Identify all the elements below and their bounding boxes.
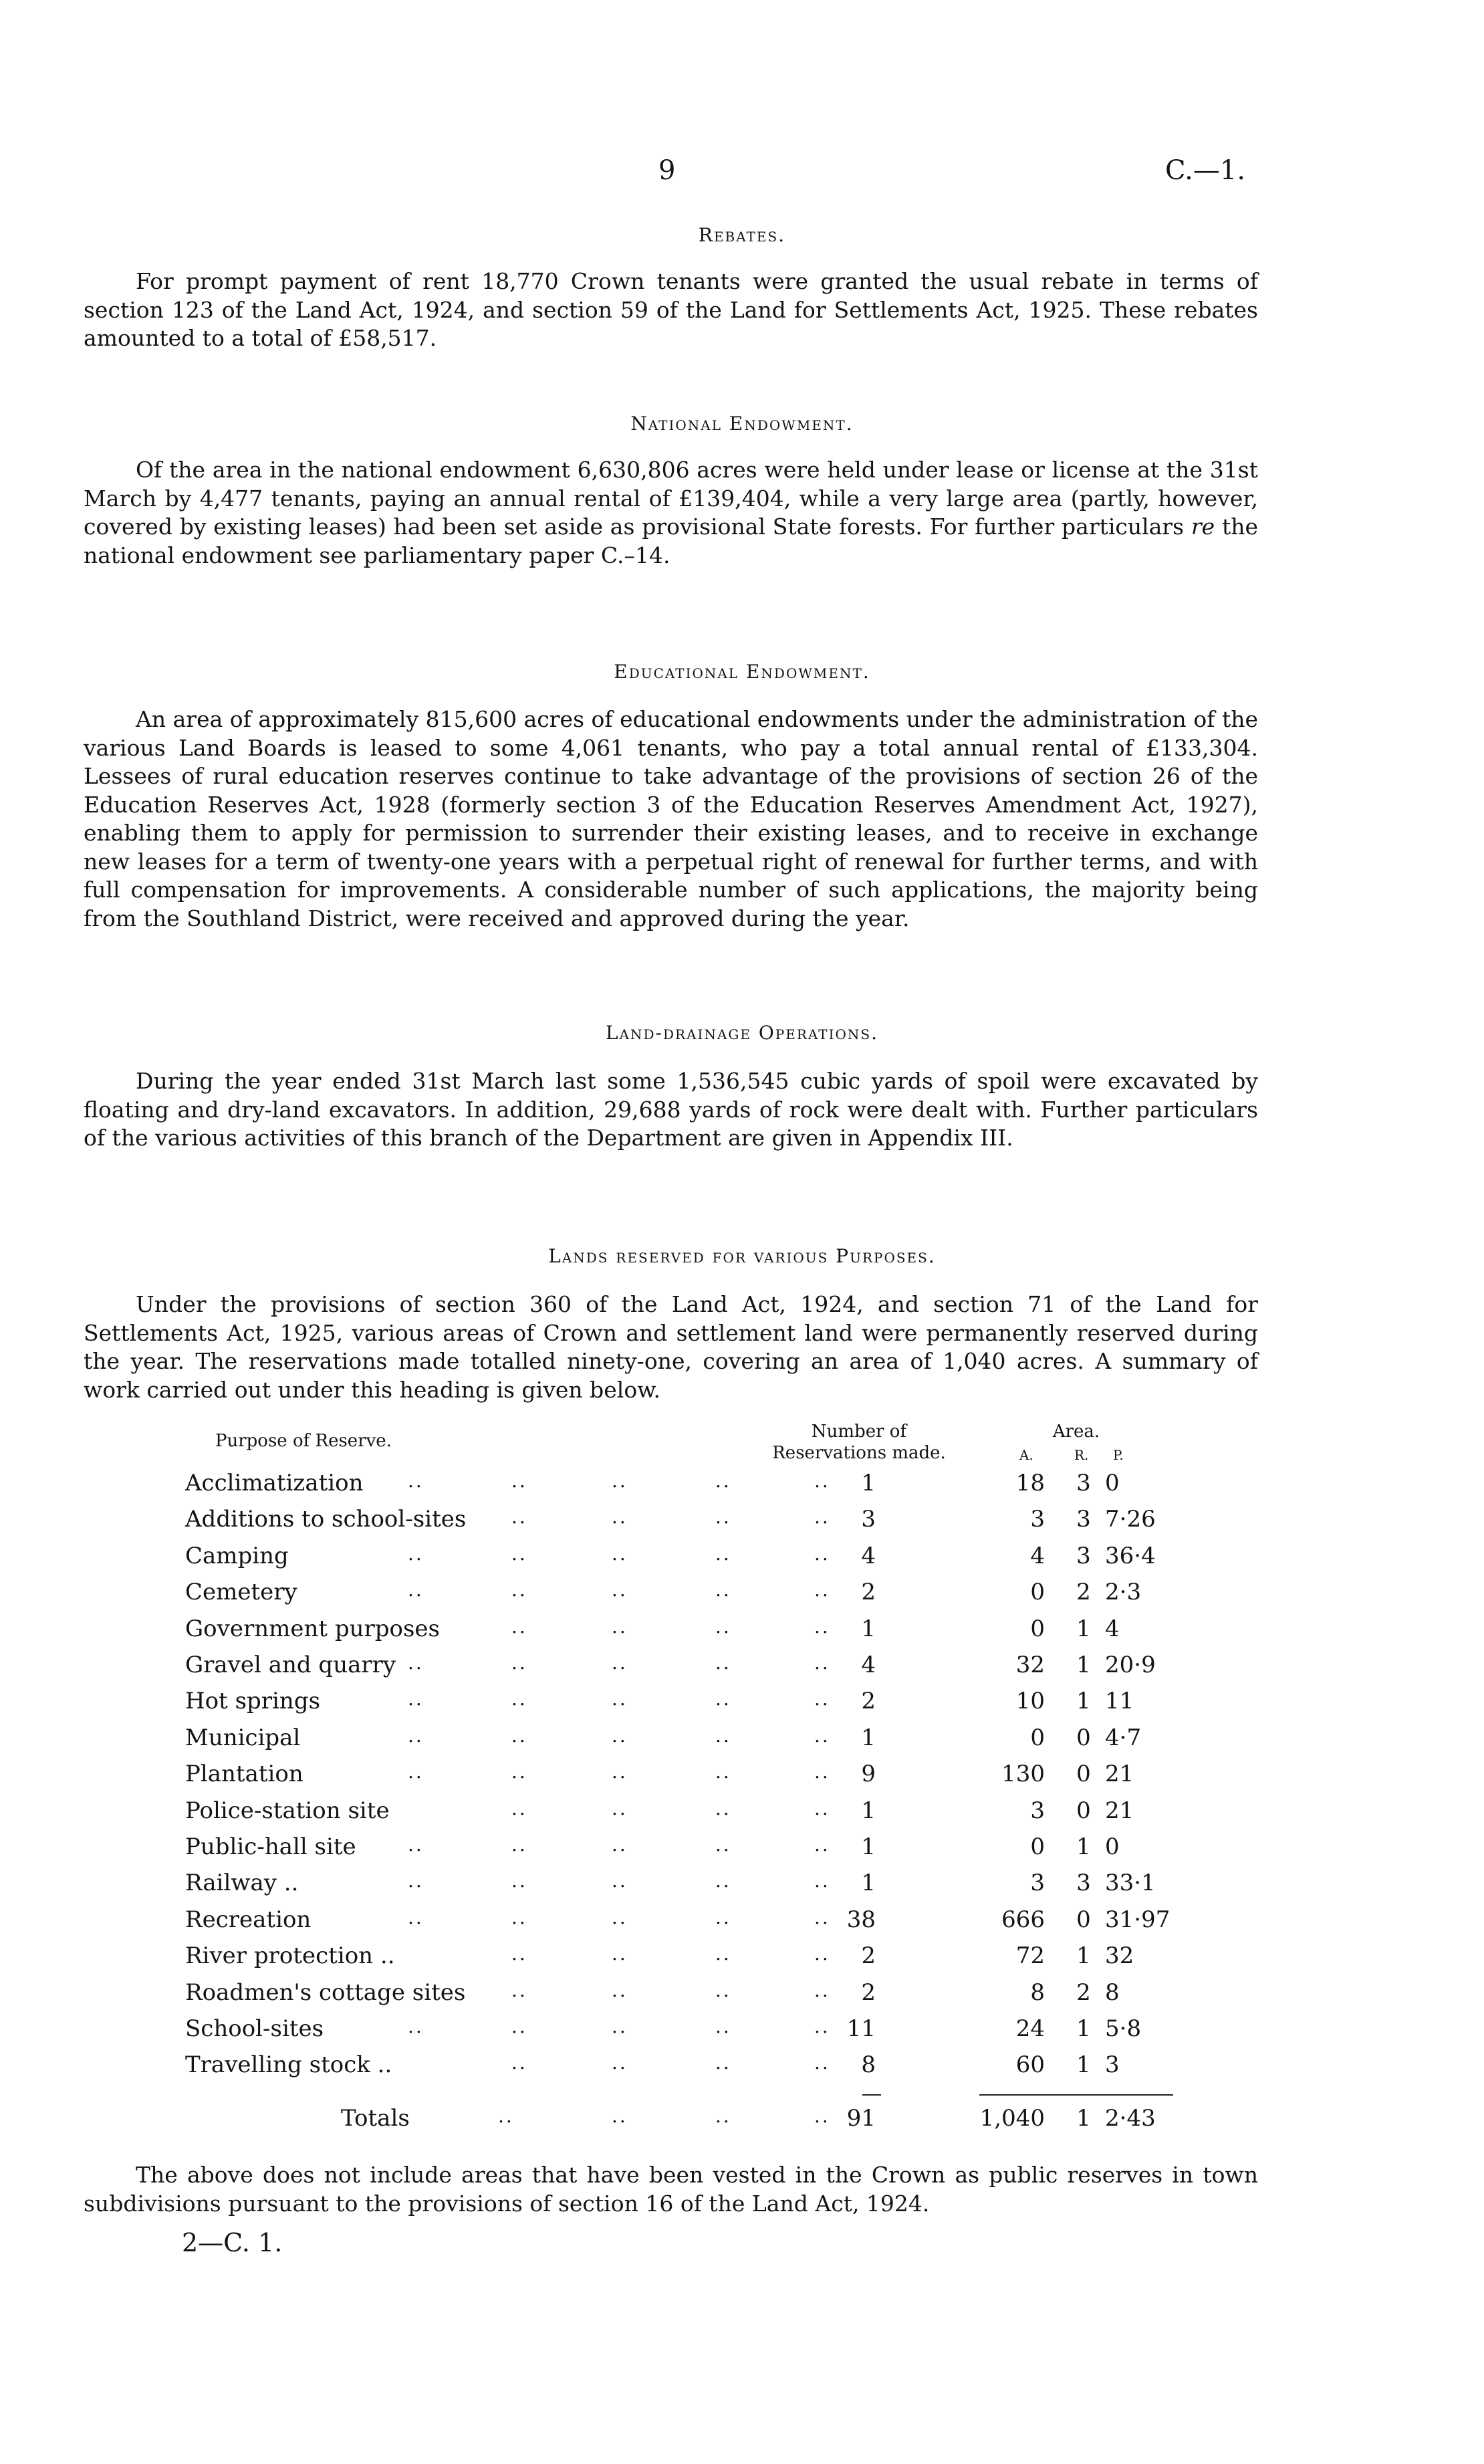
roods-cell: 3 [1076,1542,1091,1569]
table-row [0,1906,1484,1942]
educational-endowment-paragraph: An area of approximately 815,600 acres of educational endowments under the administration of the various Land Boards is leased to some 4,061 tenants, who pay a total annual rental of £133,304. Lessees of rural education reserves continue to take advantage of the provisions of section 26 of the Education Reserves Act, 1928 (formerly section 3 of the Education Reserves Amendment Act, 1927), enabling them to apply for permission to surrender their existing leases, and to receive in exchange new leases for a term of twenty-one years with a perpetual right of renewal for further terms, and with full compensation for improvements. A considerable number of such applications, the majority being from the Southland District, were received and approved during the year. [84,706,1258,931]
leader-dots: .. [511,1506,527,1529]
lands-reserved-paragraph: Under the provisions of section 360 of the Land Act, 1924, and section 71 of the Land for Settlements Act, 1925, various areas of Crown and settlement land were permanently reserved during the year. The reservations made totalled ninety-one, covering an area of 1,040 acres. A summary of work carried out under this heading is given below. [84,1291,1258,1403]
roods-cell: 2 [1076,1979,1091,2006]
leader-dots: .. [612,1761,628,1783]
leader-dots: .. [408,1470,424,1492]
leader-dots: .. [715,1652,731,1674]
leader-dots: .. [814,1688,830,1710]
acres-cell: 130 [1001,1761,1045,1788]
table-row [0,2015,1484,2051]
purpose-cell: Additions to school-sites [185,1506,467,1533]
leader-dots: .. [814,1833,830,1856]
leader-dots: .. [612,1688,628,1710]
leader-dots: .. [408,1870,424,1892]
roods-cell: 1 [1076,2015,1091,2042]
roods-cell: 1 [1076,1688,1091,1715]
acres-cell: 0 [1030,1579,1045,1606]
leader-dots: .. [408,1688,424,1710]
reservations-count-cell: 11 [846,2015,876,2042]
column-header-acres: A. [1019,1447,1033,1463]
leader-dots: .. [408,1724,424,1747]
leader-dots: .. [715,1870,731,1892]
purpose-cell: Hot springs [185,1688,321,1715]
leader-dots: .. [511,2015,527,2037]
table-row [0,1688,1484,1724]
area-total-rule [979,2094,1173,2096]
acres-cell: 0 [1030,1833,1045,1860]
leader-dots: .. [715,1688,731,1710]
column-header-number-line2: Reservations made. [772,1443,946,1463]
roods-cell: 0 [1076,1761,1091,1788]
leader-dots: .. [814,1870,830,1892]
leader-dots: .. [715,2051,731,2074]
leader-dots: .. [511,1579,527,1601]
roods-cell: 3 [1076,1870,1091,1897]
reservations-count-cell: 38 [846,1906,876,1933]
leader-dots: .. [511,1724,527,1747]
perches-cell: 4 [1105,1615,1120,1642]
acres-cell: 60 [1015,2051,1045,2079]
leader-dots: .. [612,1579,628,1601]
purpose-cell: Camping [185,1542,289,1569]
table-row [0,1979,1484,2015]
reservations-count-cell: 1 [861,1870,876,1897]
purpose-cell: River protection .. [185,1942,395,1970]
reservations-count-cell: 1 [861,1724,876,1751]
acres-cell: 666 [1001,1906,1045,1933]
leader-dots: .. [612,1833,628,1856]
perches-cell: 20·9 [1105,1652,1156,1678]
leader-dots: .. [814,1979,830,2001]
reservations-count-cell: 8 [861,2051,876,2079]
leader-dots: .. [814,1615,830,1638]
leader-dots: .. [511,2051,527,2074]
leader-dots: .. [408,1542,424,1565]
table-row [0,1761,1484,1797]
purpose-cell: Acclimatization [185,1470,364,1496]
table-row [0,1652,1484,1688]
page-number: 9 [658,155,676,186]
roods-cell: 1 [1076,1833,1091,1860]
leader-dots: .. [715,1761,731,1783]
acres-cell: 3 [1030,1797,1045,1824]
leader-dots: .. [715,1542,731,1565]
leader-dots: .. [511,1833,527,1856]
perches-cell: 0 [1105,1470,1120,1496]
leader-dots: .. [612,1942,628,1965]
reservations-count-cell: 3 [861,1506,876,1533]
reservations-count-cell: 1 [861,1615,876,1642]
leader-dots: .. [408,1906,424,1928]
section-heading-educational-endowment: Educational Endowment. [614,661,870,683]
perches-cell: 33·1 [1105,1870,1156,1897]
leader-dots: .. [511,1652,527,1674]
leader-dots: .. [814,1506,830,1529]
leader-dots: .. [814,1470,830,1492]
leader-dots: .. [408,1652,424,1674]
leader-dots: .. [715,1797,731,1819]
acres-cell: 4 [1030,1542,1045,1569]
leader-dots: .. [814,2015,830,2037]
table-row [0,2051,1484,2088]
section-heading-national-endowment: National Endowment. [630,413,854,435]
section-heading-rebates: Rebates. [698,224,786,246]
leader-dots: .. [408,1833,424,1856]
leader-dots: .. [814,1906,830,1928]
leader-dots: .. [511,1470,527,1492]
acres-cell: 18 [1015,1470,1045,1496]
acres-cell: 72 [1015,1942,1045,1970]
acres-cell: 24 [1015,2015,1045,2042]
purpose-cell: School-sites [185,2015,324,2042]
leader-dots: .. [612,1797,628,1819]
leader-dots: .. [715,1579,731,1601]
number-total-rule [862,2094,881,2096]
leader-dots: .. [511,1542,527,1565]
totals-number: 91 [846,2105,876,2132]
table-row [0,1470,1484,1506]
leader-dots: .. [408,2015,424,2037]
purpose-cell: Plantation [185,1761,303,1788]
leader-dots: .. [715,1979,731,2001]
national-endowment-paragraph [84,456,1258,570]
perches-cell: 4·7 [1105,1724,1142,1751]
leader-dots: .. [498,2105,514,2127]
purpose-cell: Government purposes [185,1615,441,1642]
column-header-roods: R. [1074,1447,1089,1463]
reservations-count-cell: 2 [861,1579,876,1606]
table-row [0,1797,1484,1833]
table-row [0,1543,1484,1579]
totals-roods: 1 [1076,2105,1091,2132]
perches-cell: 11 [1105,1688,1134,1715]
roods-cell: 1 [1076,2051,1091,2079]
leader-dots: .. [612,1724,628,1747]
acres-cell: 32 [1015,1652,1045,1678]
totals-acres: 1,040 [979,2105,1045,2132]
column-header-area: Area. [1052,1422,1100,1442]
leader-dots: .. [814,1797,830,1819]
leader-dots: .. [715,1615,731,1638]
leader-dots: .. [511,1615,527,1638]
perches-cell: 21 [1105,1761,1134,1788]
leader-dots: .. [408,1579,424,1601]
perches-cell: 3 [1105,2051,1120,2079]
roods-cell: 2 [1076,1579,1091,1606]
leader-dots: .. [511,1942,527,1965]
leader-dots: .. [511,1870,527,1892]
reservations-count-cell: 2 [861,1688,876,1715]
roods-cell: 0 [1076,1724,1091,1751]
roods-cell: 0 [1076,1906,1091,1933]
perches-cell: 36·4 [1105,1542,1156,1569]
leader-dots: .. [511,1906,527,1928]
reservations-count-cell: 9 [861,1761,876,1788]
leader-dots: .. [715,1506,731,1529]
perches-cell: 32 [1105,1942,1134,1970]
reservations-count-cell: 1 [861,1797,876,1824]
reservations-count-cell: 1 [861,1833,876,1860]
table-row [0,1833,1484,1870]
leader-dots: .. [408,1761,424,1783]
national-endowment-italic-re: re [1191,514,1215,540]
leader-dots: .. [612,1906,628,1928]
roods-cell: 1 [1076,1652,1091,1678]
leader-dots: .. [814,1652,830,1674]
rebates-paragraph: For prompt payment of rent 18,770 Crown tenants were granted the usual rebate in terms of section 123 of the Land Act, 1924, and section 59 of the Land for Settlements Act, 1925. These rebates amounted to a total of £58,517. [84,268,1258,351]
totals-row [0,2105,1484,2141]
leader-dots: .. [511,1797,527,1819]
leader-dots: .. [814,1942,830,1965]
leader-dots: .. [612,1652,628,1674]
purpose-cell: Police-station site [185,1797,390,1824]
roods-cell: 1 [1076,1942,1091,1970]
leader-dots: .. [715,1724,731,1747]
purpose-cell: Travelling stock .. [185,2051,392,2079]
leader-dots: .. [612,2015,628,2037]
leader-dots: .. [715,1942,731,1965]
acres-cell: 3 [1030,1870,1045,1897]
leader-dots: .. [715,2105,731,2127]
leader-dots: .. [814,1724,830,1747]
table-row [0,1579,1484,1615]
reservations-count-cell: 2 [861,1979,876,2006]
reservations-count-cell: 4 [861,1542,876,1569]
leader-dots: .. [612,1870,628,1892]
leader-dots: .. [511,1688,527,1710]
leader-dots: .. [715,2015,731,2037]
leader-dots: .. [814,2105,830,2127]
totals-label: Totals [341,2105,410,2132]
leader-dots: .. [612,1615,628,1638]
reservations-count-cell: 1 [861,1470,876,1496]
totals-perches: 2·43 [1105,2105,1156,2132]
leader-dots: .. [612,1470,628,1492]
table-row [0,1506,1484,1542]
acres-cell: 3 [1030,1506,1045,1533]
leader-dots: .. [814,1542,830,1565]
column-header-perches: P. [1113,1447,1124,1463]
leader-dots: .. [814,2051,830,2074]
leader-dots: .. [814,1761,830,1783]
leader-dots: .. [612,2105,628,2127]
acres-cell: 10 [1015,1688,1045,1715]
national-endowment-text-a: Of the area in the national endowment 6,630,806 acres were held under lease or license at the 31st March by 4,477 tenants, paying an annual rental of £139,404, while a very large area (partly, however, covered by existing leases) had been set aside as provisional State forests. For further particulars [84,457,1258,540]
perches-cell: 21 [1105,1797,1134,1824]
roods-cell: 1 [1076,1615,1091,1642]
leader-dots: .. [715,1833,731,1856]
table-row [0,1724,1484,1761]
purpose-cell: Cemetery [185,1579,297,1606]
table-row [0,1870,1484,1906]
land-drainage-paragraph: During the year ended 31st March last some 1,536,545 cubic yards of spoil were excavated by floating and dry-land excavators. In addition, 29,688 yards of rock were dealt with. Further particulars of the various activities of this branch of the Department are given in Appendix III. [84,1068,1258,1151]
section-heading-land-drainage: Land-drainage Operations. [605,1022,879,1044]
purpose-cell: Gravel and quarry [185,1652,396,1678]
perches-cell: 8 [1105,1979,1120,2006]
leader-dots: .. [814,1579,830,1601]
roods-cell: 3 [1076,1506,1091,1533]
leader-dots: .. [612,2051,628,2074]
perches-cell: 5·8 [1105,2015,1142,2042]
leader-dots: .. [715,1906,731,1928]
reservations-count-cell: 4 [861,1652,876,1678]
acres-cell: 0 [1030,1724,1045,1751]
reservations-count-cell: 2 [861,1942,876,1970]
perches-cell: 7·26 [1105,1506,1156,1533]
acres-cell: 8 [1030,1979,1045,2006]
purpose-cell: Public-hall site [185,1833,356,1860]
table-row [0,1615,1484,1652]
signature-mark: 2—C. 1. [182,2228,283,2257]
column-header-purpose: Purpose of Reserve. [215,1431,392,1451]
document-code: C.—1. [1165,155,1246,186]
perches-cell: 0 [1105,1833,1120,1860]
leader-dots: .. [715,1470,731,1492]
purpose-cell: Railway .. [185,1870,299,1897]
footer-note: The above does not include areas that have been vested in the Crown as public reserves in town subdivisions pursuant to the provisions of section 16 of the Land Act, 1924. [84,2162,1258,2217]
section-heading-lands-reserved: Lands reserved for various Purposes. [548,1245,936,1267]
roods-cell: 0 [1076,1797,1091,1824]
purpose-cell: Roadmen's cottage sites [185,1979,466,2006]
leader-dots: .. [511,1761,527,1783]
perches-cell: 2·3 [1105,1579,1142,1606]
leader-dots: .. [612,1506,628,1529]
roods-cell: 3 [1076,1470,1091,1496]
acres-cell: 0 [1030,1615,1045,1642]
table-row [0,1942,1484,1979]
national-endowment-text-b: the national endowment see parliamentary paper C.–14. [84,514,1258,568]
leader-dots: .. [511,1979,527,2001]
purpose-cell: Municipal [185,1724,301,1751]
leader-dots: .. [612,1979,628,2001]
column-header-number-line1: Number of [811,1422,907,1442]
purpose-cell: Recreation [185,1906,312,1933]
perches-cell: 31·97 [1105,1906,1170,1933]
leader-dots: .. [612,1542,628,1565]
